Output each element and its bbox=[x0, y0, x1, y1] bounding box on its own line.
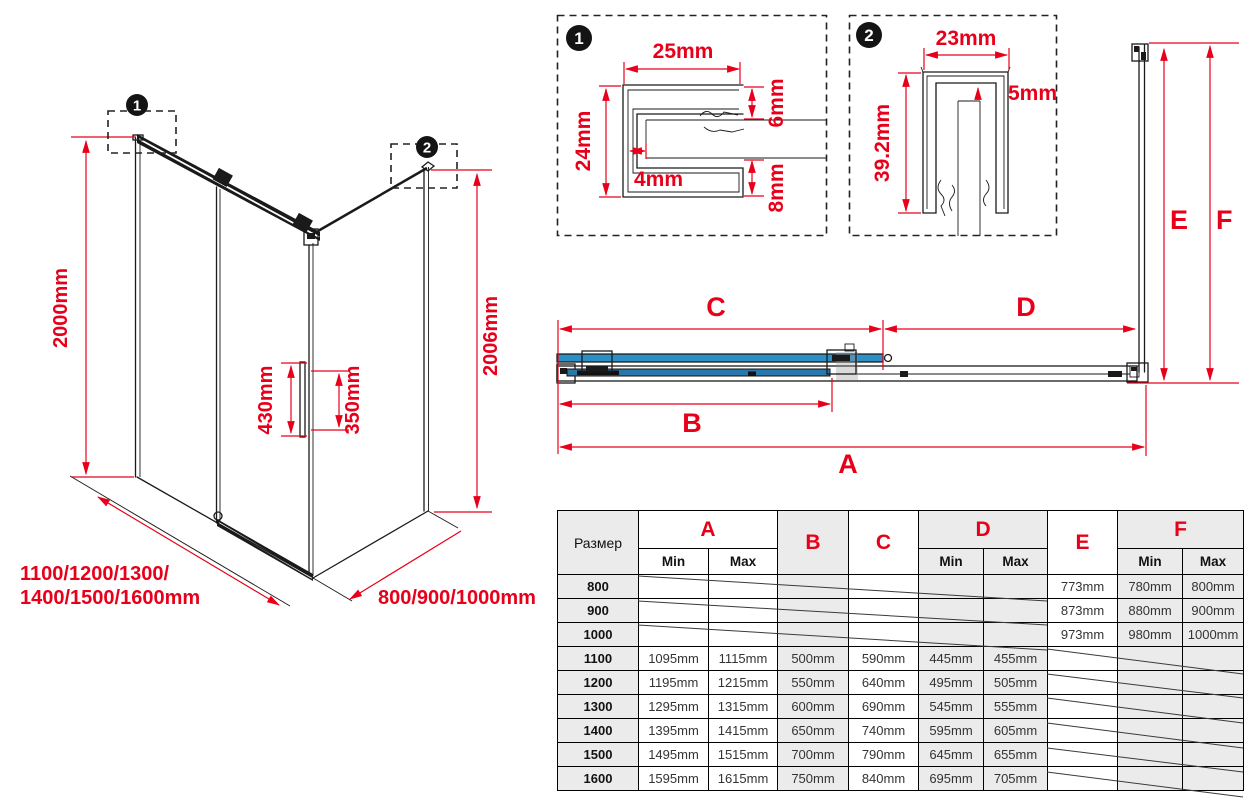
table-cell bbox=[1048, 743, 1118, 767]
table-cell: 780mm bbox=[1118, 575, 1183, 599]
table-cell bbox=[1118, 767, 1183, 791]
depth-options-label: 800/900/1000mm bbox=[378, 587, 536, 609]
row-size-label: 1000 bbox=[558, 623, 639, 647]
table-cell bbox=[919, 599, 984, 623]
table-cell: 1495mm bbox=[639, 743, 709, 767]
table-cell bbox=[849, 599, 919, 623]
table-cell bbox=[919, 623, 984, 647]
table-cell bbox=[778, 575, 849, 599]
table-cell: 740mm bbox=[849, 719, 919, 743]
table-cell: 1595mm bbox=[639, 767, 709, 791]
row-size-label: 1500 bbox=[558, 743, 639, 767]
dim-8mm-label: 8mm bbox=[765, 163, 788, 213]
dim-5mm-label: 5mm bbox=[1008, 82, 1058, 105]
table-cell: 1195mm bbox=[639, 671, 709, 695]
table-cell: 595mm bbox=[919, 719, 984, 743]
isometric-view bbox=[0, 85, 555, 625]
dim-f-label: F bbox=[1216, 205, 1233, 235]
table-cell: 650mm bbox=[778, 719, 849, 743]
table-row bbox=[558, 623, 1244, 647]
support-bar bbox=[318, 168, 427, 231]
dim-height-front-label: 2000mm bbox=[50, 267, 72, 349]
table-row bbox=[558, 671, 1244, 695]
table-cell: 695mm bbox=[919, 767, 984, 791]
table-cell: 980mm bbox=[1118, 623, 1183, 647]
row-size-label: 1100 bbox=[558, 647, 639, 671]
table-cell: 973mm bbox=[1048, 623, 1118, 647]
door-bottom-roller bbox=[214, 512, 222, 520]
table-cell: 455mm bbox=[984, 647, 1048, 671]
col-header-d: D bbox=[919, 511, 1048, 549]
table-cell bbox=[1118, 719, 1183, 743]
row-size-label: 800 bbox=[558, 575, 639, 599]
subheader-d-max: Max bbox=[984, 549, 1048, 575]
table-row bbox=[558, 647, 1244, 671]
table-cell: 750mm bbox=[778, 767, 849, 791]
table-cell: 840mm bbox=[849, 767, 919, 791]
col-header-a: A bbox=[639, 511, 778, 549]
table-row bbox=[558, 599, 1244, 623]
table-cell bbox=[1183, 767, 1244, 791]
table-cell: 495mm bbox=[919, 671, 984, 695]
width-options-line1: 1100/1200/1300/ bbox=[20, 563, 170, 585]
side-panel-bottom-edge bbox=[313, 511, 428, 578]
table-cell: 705mm bbox=[984, 767, 1048, 791]
svg-text:1: 1 bbox=[132, 97, 142, 115]
table-cell bbox=[849, 623, 919, 647]
table-cell bbox=[1183, 719, 1244, 743]
table-cell: 445mm bbox=[919, 647, 984, 671]
subheader-a-max: Max bbox=[709, 549, 778, 575]
floor-edge-right bbox=[313, 578, 352, 601]
table-cell bbox=[1118, 743, 1183, 767]
table-cell: 550mm bbox=[778, 671, 849, 695]
table-cell: 773mm bbox=[1048, 575, 1118, 599]
table-cell bbox=[639, 599, 709, 623]
table-cell bbox=[778, 599, 849, 623]
table-cell: 505mm bbox=[984, 671, 1048, 695]
row-size-label: 1400 bbox=[558, 719, 639, 743]
dim-e-label: E bbox=[1170, 205, 1189, 235]
subheader-d-min: Min bbox=[919, 549, 984, 575]
table-row bbox=[558, 767, 1244, 791]
table-cell: 1515mm bbox=[709, 743, 778, 767]
dim-handle-label: 430mm bbox=[255, 365, 277, 435]
dim-23mm-label: 23mm bbox=[935, 27, 997, 50]
table-cell bbox=[1183, 695, 1244, 719]
col-header-b: B bbox=[778, 511, 849, 575]
table-cell: 1315mm bbox=[709, 695, 778, 719]
subheader-a-min: Min bbox=[639, 549, 709, 575]
plan-structure bbox=[557, 44, 1148, 383]
table-cell: 790mm bbox=[849, 743, 919, 767]
table-row bbox=[558, 743, 1244, 767]
table-cell bbox=[1118, 695, 1183, 719]
table-cell: 590mm bbox=[849, 647, 919, 671]
table-cell: 555mm bbox=[984, 695, 1048, 719]
table-cell: 900mm bbox=[1183, 599, 1244, 623]
dim-handle-holes-label: 350mm bbox=[342, 365, 364, 435]
table-cell bbox=[1048, 695, 1118, 719]
dim-a-label: A bbox=[838, 449, 858, 479]
row-size-label: 1300 bbox=[558, 695, 639, 719]
svg-text:1: 1 bbox=[574, 29, 584, 48]
table-cell bbox=[919, 575, 984, 599]
table-cell bbox=[709, 599, 778, 623]
size-table-body bbox=[558, 575, 1244, 791]
table-cell bbox=[849, 575, 919, 599]
dim-c-label: C bbox=[706, 292, 726, 322]
table-cell: 545mm bbox=[919, 695, 984, 719]
table-cell bbox=[639, 623, 709, 647]
table-cell: 1615mm bbox=[709, 767, 778, 791]
table-row bbox=[558, 575, 1244, 599]
table-row bbox=[558, 695, 1244, 719]
table-cell: 690mm bbox=[849, 695, 919, 719]
table-cell: 640mm bbox=[849, 671, 919, 695]
table-cell bbox=[778, 623, 849, 647]
dim-d-label: D bbox=[1016, 292, 1036, 322]
table-cell bbox=[984, 623, 1048, 647]
iso-dimensions bbox=[20, 137, 536, 609]
col-header-f: F bbox=[1118, 511, 1244, 549]
table-cell bbox=[1183, 647, 1244, 671]
table-cell bbox=[984, 599, 1048, 623]
row-size-label: 1600 bbox=[558, 767, 639, 791]
table-cell: 800mm bbox=[1183, 575, 1244, 599]
table-cell bbox=[984, 575, 1048, 599]
table-cell bbox=[1048, 719, 1118, 743]
table-cell bbox=[1048, 647, 1118, 671]
size-table bbox=[557, 510, 1244, 791]
row-size-label: 900 bbox=[558, 599, 639, 623]
table-cell: 645mm bbox=[919, 743, 984, 767]
table-cell: 600mm bbox=[778, 695, 849, 719]
col-header-e: E bbox=[1048, 511, 1118, 575]
table-cell bbox=[639, 575, 709, 599]
table-cell bbox=[709, 575, 778, 599]
table-cell: 1095mm bbox=[639, 647, 709, 671]
dim-24mm-label: 24mm bbox=[572, 110, 595, 172]
table-cell bbox=[1183, 671, 1244, 695]
table-cell: 1295mm bbox=[639, 695, 709, 719]
svg-text:2: 2 bbox=[422, 139, 432, 157]
table-cell: 700mm bbox=[778, 743, 849, 767]
table-cell: 873mm bbox=[1048, 599, 1118, 623]
table-row bbox=[558, 719, 1244, 743]
plan-dimensions bbox=[558, 43, 1239, 479]
table-cell bbox=[709, 623, 778, 647]
dim-height-side-label: 2006mm bbox=[480, 295, 502, 377]
row-size-label: 1200 bbox=[558, 671, 639, 695]
table-cell: 655mm bbox=[984, 743, 1048, 767]
table-cell: 1000mm bbox=[1183, 623, 1244, 647]
table-cell: 1395mm bbox=[639, 719, 709, 743]
dim-b-label: B bbox=[682, 408, 702, 438]
table-cell: 1415mm bbox=[709, 719, 778, 743]
table-cell bbox=[1183, 743, 1244, 767]
dim-6mm-label: 6mm bbox=[765, 78, 788, 128]
table-cell: 500mm bbox=[778, 647, 849, 671]
dim-25mm-label: 25mm bbox=[652, 40, 714, 63]
table-cell bbox=[1048, 671, 1118, 695]
table-cell: 1215mm bbox=[709, 671, 778, 695]
subheader-f-min: Min bbox=[1118, 549, 1183, 575]
dim-39-2mm-label: 39.2mm bbox=[871, 103, 894, 183]
front-wall-bottom-edge bbox=[137, 477, 312, 577]
svg-text:2: 2 bbox=[864, 26, 874, 45]
table-cell bbox=[1118, 671, 1183, 695]
table-cell: 880mm bbox=[1118, 599, 1183, 623]
width-options-line2: 1400/1500/1600mm bbox=[20, 587, 201, 609]
door-handle bbox=[300, 362, 305, 437]
table-cell bbox=[1048, 767, 1118, 791]
subheader-f-max: Max bbox=[1183, 549, 1244, 575]
table-cell bbox=[1118, 647, 1183, 671]
plan-view bbox=[550, 20, 1250, 479]
col-header-c: C bbox=[849, 511, 919, 575]
table-cell: 605mm bbox=[984, 719, 1048, 743]
col-header-size: Размер bbox=[558, 511, 639, 575]
dim-4mm-label: 4mm bbox=[634, 168, 684, 191]
table-cell: 1115mm bbox=[709, 647, 778, 671]
